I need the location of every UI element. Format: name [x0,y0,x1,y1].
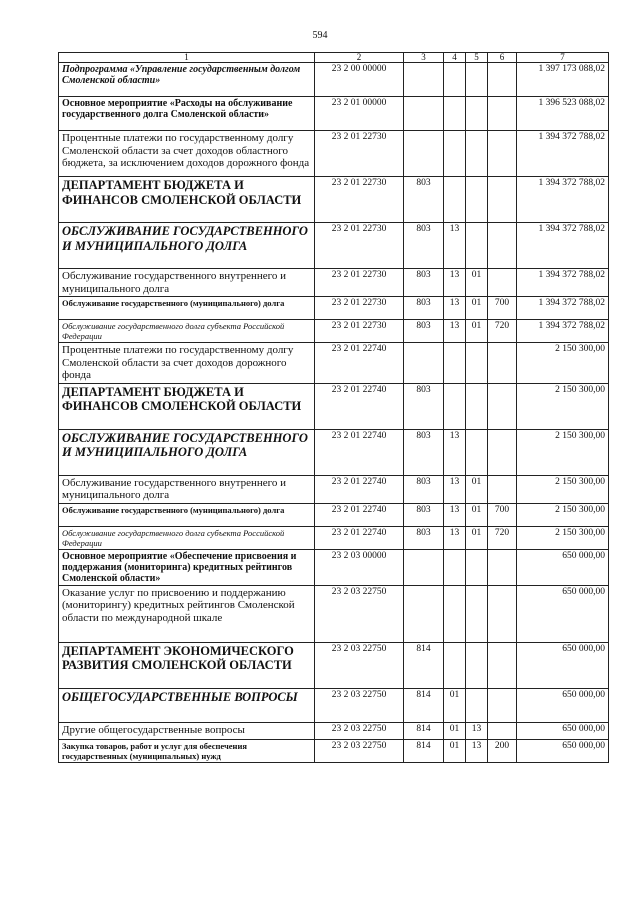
row-code-cell: 23 2 01 22730 [315,131,404,177]
row-code-cell: 23 2 01 00000 [315,97,404,131]
row-rz-cell: 13 [444,269,466,297]
row-vr-cell: 720 [488,320,517,343]
row-ved-cell: 803 [404,503,444,526]
row-name-cell: Процентные платежи по государственному долгу Смоленской области за счет доходов областного бюджета, за исключением доходов дорожного фонда [59,131,315,177]
column-header-pr: 5 [466,53,488,63]
row-vr-cell [488,722,517,739]
row-pr-cell [466,585,488,642]
column-header-rz: 4 [444,53,466,63]
table-row [59,526,609,549]
row-sum-cell: 650 000,00 [517,739,609,762]
row-rz-cell [444,383,466,429]
row-vr-cell: 700 [488,297,517,320]
table-row [59,177,609,223]
row-rz-cell: 13 [444,429,466,475]
row-ved-cell: 803 [404,475,444,503]
table-row [59,688,609,722]
row-pr-cell [466,63,488,97]
row-pr-cell [466,383,488,429]
row-ved-cell: 803 [404,526,444,549]
row-vr-cell: 200 [488,739,517,762]
row-code-cell: 23 2 01 22730 [315,177,404,223]
row-rz-cell [444,642,466,688]
table-row [59,429,609,475]
row-ved-cell: 803 [404,320,444,343]
row-ved-cell: 814 [404,739,444,762]
row-pr-cell [466,688,488,722]
table-row [59,97,609,131]
row-sum-cell: 650 000,00 [517,722,609,739]
table-row [59,475,609,503]
row-vr-cell [488,429,517,475]
row-ved-cell: 803 [404,297,444,320]
row-vr-cell [488,475,517,503]
row-vr-cell [488,549,517,585]
row-ved-cell: 814 [404,642,444,688]
row-pr-cell: 13 [466,722,488,739]
row-vr-cell [488,63,517,97]
budget-table [58,52,609,763]
row-code-cell: 23 2 00 00000 [315,63,404,97]
row-ved-cell: 803 [404,223,444,269]
row-sum-cell: 1 394 372 788,02 [517,297,609,320]
row-sum-cell: 2 150 300,00 [517,475,609,503]
row-code-cell: 23 2 03 22750 [315,722,404,739]
table-row [59,585,609,642]
row-rz-cell: 13 [444,526,466,549]
row-name-cell: Оказание услуг по присвоению и поддержанию (мониторингу) кредитных рейтингов Смоленской области по международной шкале [59,585,315,642]
row-name-cell: Подпрограмма «Управление государственным долгом Смоленской области» [59,63,315,97]
table-row [59,297,609,320]
table-row [59,320,609,343]
row-vr-cell [488,97,517,131]
table-row [59,131,609,177]
row-pr-cell [466,343,488,384]
row-ved-cell [404,549,444,585]
row-code-cell: 23 2 01 22740 [315,526,404,549]
column-header-vr: 6 [488,53,517,63]
row-sum-cell: 650 000,00 [517,585,609,642]
row-pr-cell [466,549,488,585]
row-rz-cell: 01 [444,722,466,739]
row-vr-cell [488,343,517,384]
row-sum-cell: 2 150 300,00 [517,429,609,475]
row-name-cell: ОБСЛУЖИВАНИЕ ГОСУДАРСТВЕННОГО И МУНИЦИПАЛЬНОГО ДОЛГА [59,429,315,475]
row-rz-cell [444,131,466,177]
row-rz-cell: 13 [444,223,466,269]
row-ved-cell: 814 [404,722,444,739]
row-ved-cell [404,63,444,97]
row-name-cell: Обслуживание государственного долга субъекта Российской Федерации [59,320,315,343]
table-row [59,383,609,429]
row-name-cell: Обслуживание государственного внутреннего и муниципального долга [59,269,315,297]
row-ved-cell [404,97,444,131]
row-name-cell: Другие общегосударственные вопросы [59,722,315,739]
table-row [59,63,609,97]
row-name-cell: Закупка товаров, работ и услуг для обеспечения государственных (муниципальных) нужд [59,739,315,762]
row-code-cell: 23 2 01 22740 [315,383,404,429]
row-sum-cell: 650 000,00 [517,688,609,722]
row-sum-cell: 2 150 300,00 [517,526,609,549]
row-sum-cell: 1 396 523 088,02 [517,97,609,131]
table-row [59,503,609,526]
row-code-cell: 23 2 01 22740 [315,429,404,475]
row-ved-cell [404,585,444,642]
row-name-cell: Обслуживание государственного внутреннего и муниципального долга [59,475,315,503]
row-ved-cell: 803 [404,383,444,429]
row-name-cell: Обслуживание государственного долга субъекта Российской Федерации [59,526,315,549]
row-code-cell: 23 2 01 22730 [315,223,404,269]
row-pr-cell: 01 [466,475,488,503]
table-row [59,549,609,585]
table-row [59,223,609,269]
row-vr-cell: 720 [488,526,517,549]
row-sum-cell: 650 000,00 [517,642,609,688]
row-rz-cell: 13 [444,503,466,526]
row-vr-cell [488,642,517,688]
table-row [59,739,609,762]
row-sum-cell: 1 394 372 788,02 [517,320,609,343]
row-pr-cell: 01 [466,297,488,320]
row-sum-cell: 1 397 173 088,02 [517,63,609,97]
row-code-cell: 23 2 01 22730 [315,297,404,320]
table-header-row [59,53,609,63]
column-header-sum: 7 [517,53,609,63]
row-code-cell: 23 2 01 22740 [315,475,404,503]
row-rz-cell: 13 [444,475,466,503]
row-ved-cell: 803 [404,269,444,297]
row-code-cell: 23 2 03 22750 [315,739,404,762]
row-code-cell: 23 2 03 00000 [315,549,404,585]
table-row [59,269,609,297]
row-sum-cell: 1 394 372 788,02 [517,223,609,269]
row-pr-cell [466,177,488,223]
row-sum-cell: 1 394 372 788,02 [517,177,609,223]
row-vr-cell [488,223,517,269]
table-row [59,343,609,384]
row-vr-cell [488,585,517,642]
row-code-cell: 23 2 01 22740 [315,343,404,384]
row-pr-cell [466,642,488,688]
row-code-cell: 23 2 01 22730 [315,320,404,343]
row-vr-cell [488,131,517,177]
row-rz-cell: 01 [444,739,466,762]
row-vr-cell [488,688,517,722]
row-sum-cell: 650 000,00 [517,549,609,585]
row-vr-cell: 700 [488,503,517,526]
row-code-cell: 23 2 03 22750 [315,585,404,642]
row-pr-cell: 01 [466,503,488,526]
row-pr-cell [466,223,488,269]
row-sum-cell: 2 150 300,00 [517,343,609,384]
row-name-cell: ДЕПАРТАМЕНТ БЮДЖЕТА И ФИНАНСОВ СМОЛЕНСКОЙ ОБЛАСТИ [59,383,315,429]
row-code-cell: 23 2 01 22740 [315,503,404,526]
row-name-cell: ОБЩЕГОСУДАРСТВЕННЫЕ ВОПРОСЫ [59,688,315,722]
table-row [59,642,609,688]
row-sum-cell: 1 394 372 788,02 [517,131,609,177]
row-rz-cell [444,63,466,97]
row-rz-cell [444,549,466,585]
row-rz-cell [444,585,466,642]
row-code-cell: 23 2 03 22750 [315,688,404,722]
row-code-cell: 23 2 03 22750 [315,642,404,688]
row-pr-cell: 01 [466,526,488,549]
row-sum-cell: 1 394 372 788,02 [517,269,609,297]
column-header-ved: 3 [404,53,444,63]
row-rz-cell: 13 [444,297,466,320]
row-pr-cell [466,429,488,475]
page-number: 594 [312,30,328,41]
row-pr-cell: 13 [466,739,488,762]
row-pr-cell: 01 [466,269,488,297]
row-rz-cell: 01 [444,688,466,722]
row-rz-cell [444,97,466,131]
row-name-cell: Обслуживание государственного (муниципального) долга [59,297,315,320]
row-name-cell: ДЕПАРТАМЕНТ ЭКОНОМИЧЕСКОГО РАЗВИТИЯ СМОЛЕНСКОЙ ОБЛАСТИ [59,642,315,688]
row-vr-cell [488,269,517,297]
row-name-cell: ДЕПАРТАМЕНТ БЮДЖЕТА И ФИНАНСОВ СМОЛЕНСКОЙ ОБЛАСТИ [59,177,315,223]
row-pr-cell [466,131,488,177]
row-sum-cell: 2 150 300,00 [517,503,609,526]
column-header-name: 1 [59,53,315,63]
row-pr-cell [466,97,488,131]
row-name-cell: Основное мероприятие «Расходы на обслуживание государственного долга Смоленской области» [59,97,315,131]
row-ved-cell [404,343,444,384]
row-rz-cell: 13 [444,320,466,343]
row-name-cell: ОБСЛУЖИВАНИЕ ГОСУДАРСТВЕННОГО И МУНИЦИПАЛЬНОГО ДОЛГА [59,223,315,269]
row-ved-cell [404,131,444,177]
row-rz-cell [444,177,466,223]
row-sum-cell: 2 150 300,00 [517,383,609,429]
row-ved-cell: 803 [404,177,444,223]
row-vr-cell [488,177,517,223]
row-name-cell: Обслуживание государственного (муниципального) долга [59,503,315,526]
row-pr-cell: 01 [466,320,488,343]
row-ved-cell: 814 [404,688,444,722]
row-vr-cell [488,383,517,429]
table-body [59,63,609,763]
row-code-cell: 23 2 01 22730 [315,269,404,297]
row-rz-cell [444,343,466,384]
row-ved-cell: 803 [404,429,444,475]
table-row [59,722,609,739]
row-name-cell: Процентные платежи по государственному долгу Смоленской области за счет доходов дорожного фонда [59,343,315,384]
column-header-code: 2 [315,53,404,63]
row-name-cell: Основное мероприятие «Обеспечение присвоения и поддержания (мониторинга) кредитных рейтингов Смоленской области» [59,549,315,585]
